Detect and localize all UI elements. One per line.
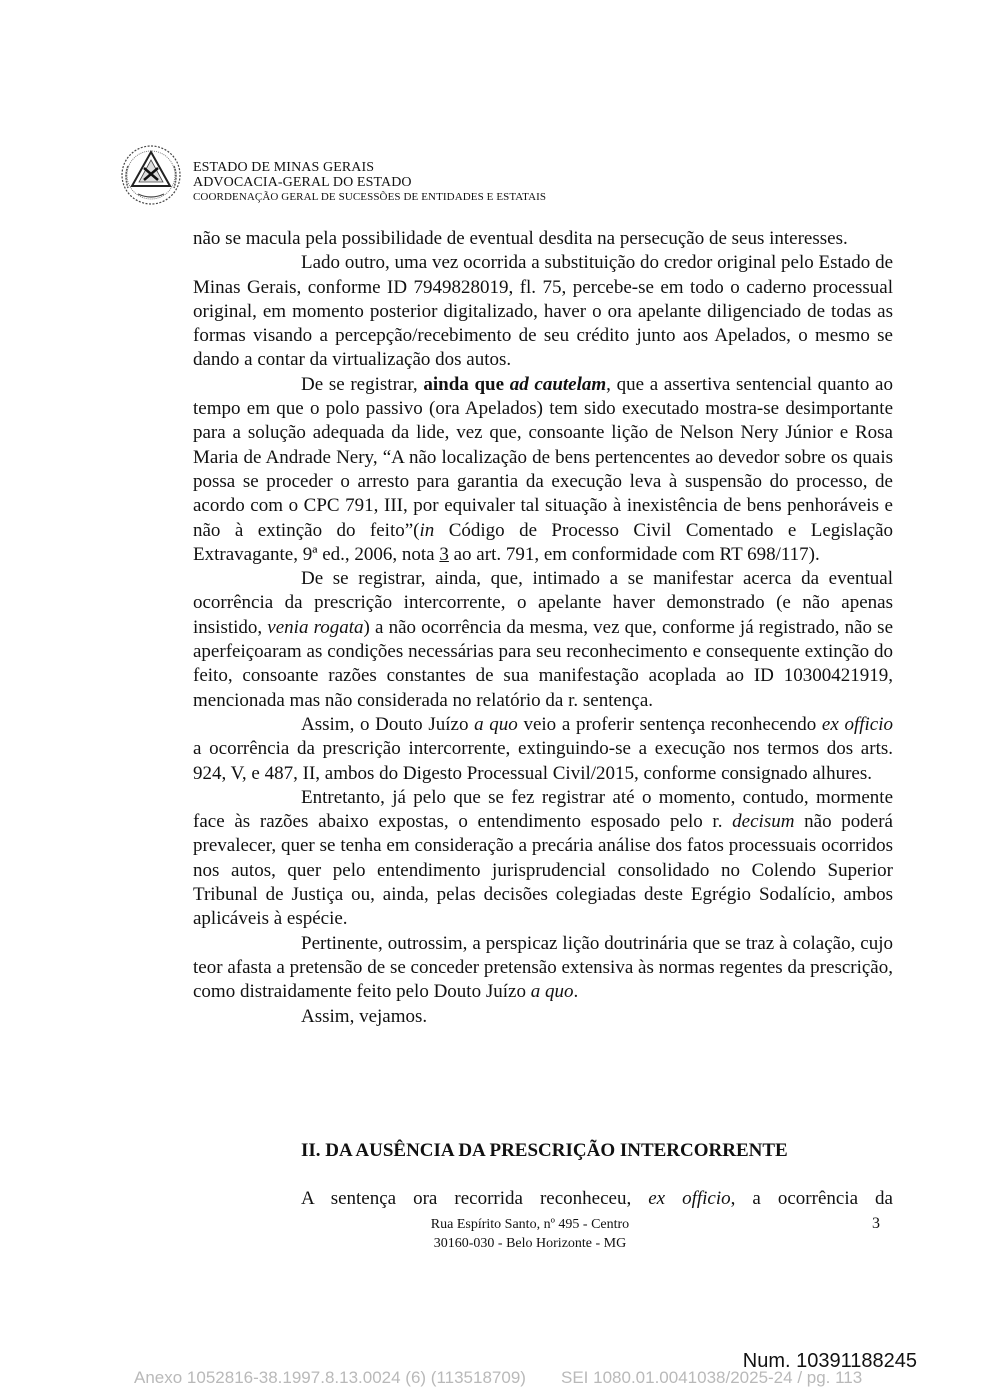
- italic-text: ex officio: [821, 713, 893, 735]
- paragraph-4: [193, 567, 893, 713]
- text-run: A sentença ora recorrida reconheceu,: [301, 1188, 649, 1209]
- text-run: ao art. 791, em conformidade com RT 698/117).: [448, 543, 820, 565]
- paragraph-8: Assim, vejamos.: [301, 1005, 428, 1027]
- paragraph-7: [193, 932, 893, 1005]
- letterhead-agency: ADVOCACIA-GERAL DO ESTADO: [193, 175, 412, 190]
- paragraph-1: não se macula pela possibilidade de eventual desdita na persecução de seus interesses.: [193, 228, 848, 249]
- address-line-2: 30160-030 - Belo Horizonte - MG: [433, 1236, 627, 1251]
- text-run: Código de Processo Civil Comentado e Legislação Extravagante, 9ª ed., 2006, nota: [193, 519, 893, 565]
- italic-text: a quo: [530, 981, 574, 1003]
- paragraph-6: [193, 786, 893, 932]
- document-id-stamp: Num. 10391188245: [742, 1350, 917, 1372]
- text-run: De se registrar,: [301, 373, 424, 395]
- paragraph-3: [193, 373, 893, 567]
- letterhead-state: ESTADO DE MINAS GERAIS: [193, 160, 375, 175]
- italic-text: in: [419, 519, 435, 541]
- document-body: [193, 227, 893, 1029]
- text-run: , que a assertiva sentencial quanto ao tempo em que o polo passivo (ora Apelados) tem sido executado mostra-se desimportante para a solução adequada da lide, vez que, consoante lição de Nelson Nery Júnior e Rosa Maria de Andrade Nery, “A não localização de bens pertencentes ao devedor sobre os quais possa se proceder o arresto para garantia da execução leva à suspensão do processo, de acordo com o CPC 791, III, por equivaler tal situação à inexistência de bens penhoráveis e não à extinção do feito”(: [193, 373, 893, 541]
- letterhead: [193, 160, 546, 205]
- italic-text: ex officio: [648, 1188, 731, 1209]
- text-run: De se registrar, ainda, que, intimado a se manifestar acerca da eventual ocorrência da prescrição intercorrente, o apelante haver demonstrado (e não apenas insistido,: [193, 568, 893, 638]
- text-run: Entretanto, já pelo que se fez registrar até o momento, contudo, mormente face às razões abaixo expostas, o entendimento esposado pelo r.: [193, 786, 893, 833]
- address-line-1: Rua Espírito Santo, nº 495 - Centro: [430, 1217, 630, 1232]
- coat-of-arms-seal: [118, 144, 184, 206]
- annex-reference: Anexo 1052816-38.1997.8.13.0024 (6) (113518709): [134, 1368, 526, 1387]
- paragraph-5: [193, 713, 893, 786]
- underlined-text: 3: [439, 543, 449, 565]
- page-number: 3: [872, 1215, 880, 1232]
- italic-text: a quo: [474, 713, 518, 735]
- text-run: veio a proferir sentença reconhecendo: [517, 713, 822, 735]
- paragraph-2: Lado outro, uma vez ocorrida a substituição do credor original pelo Estado de Minas Gerais, conforme ID 7949828019, fl. 75, percebe-se em todo o caderno processual original, em momento posterior digitalizado, haver o ora apelante diligenciado de todas as formas visando a percepção/recebimento de seu crédito junto aos Apelados, o mesmo se dando a contar da virtualização dos autos.: [193, 252, 893, 371]
- letterhead-department: COORDENAÇÃO GERAL DE SUCESSÕES DE ENTIDADES E ESTATAIS: [193, 191, 547, 203]
- text-run: .: [573, 981, 579, 1003]
- bold-text: ainda que: [423, 373, 510, 395]
- text-run: a ocorrência da prescrição intercorrente, extinguindo-se a execução nos termos dos arts. 924, V, e 487, II, ambos do Digesto Processual Civil/2015, conforme consignado alhures.: [193, 738, 893, 784]
- text-run: Assim, o Douto Juízo: [301, 713, 475, 735]
- text-run: não poderá prevalecer, quer se tenha em consideração a precária análise dos fatos processuais ocorridos nos autos, quer pelo entendimento jurisprudencial consolidado no Colendo Superior Tribunal de Justiça ou, ainda, pelas decisões colegiadas deste Egrégio Sodalício, ambos aplicáveis à espécie.: [193, 811, 893, 930]
- text-run: , a ocorrência da: [730, 1188, 893, 1209]
- sei-reference: SEI 1080.01.0041038/2025-24 / pg. 113: [561, 1368, 863, 1387]
- section-heading: II. DA AUSÊNCIA DA PRESCRIÇÃO INTERCORRENTE: [301, 1140, 788, 1161]
- footer-address: [380, 1215, 680, 1253]
- italic-text: decisum: [732, 811, 795, 833]
- italic-text: venia rogata: [267, 616, 364, 638]
- text-run: Pertinente, outrossim, a perspicaz lição doutrinária que se traz à colação, cujo teor afasta a pretensão de se conceder pretensão extensiva às normas regentes da prescrição, como distraidamente feito pelo Douto Juízo: [193, 932, 893, 1003]
- bold-italic-text: ad cautelam: [509, 373, 607, 395]
- text-run: ) a não ocorrência da mesma, vez que, conforme já registrado, não se aperfeiçoaram as condições necessárias para seu reconhecimento e consequente extinção do feito, consoante razões constantes de sua manifestação acoplada ao ID 10300421919, mencionada mas não considerada no relatório da r. sentença.: [193, 616, 894, 711]
